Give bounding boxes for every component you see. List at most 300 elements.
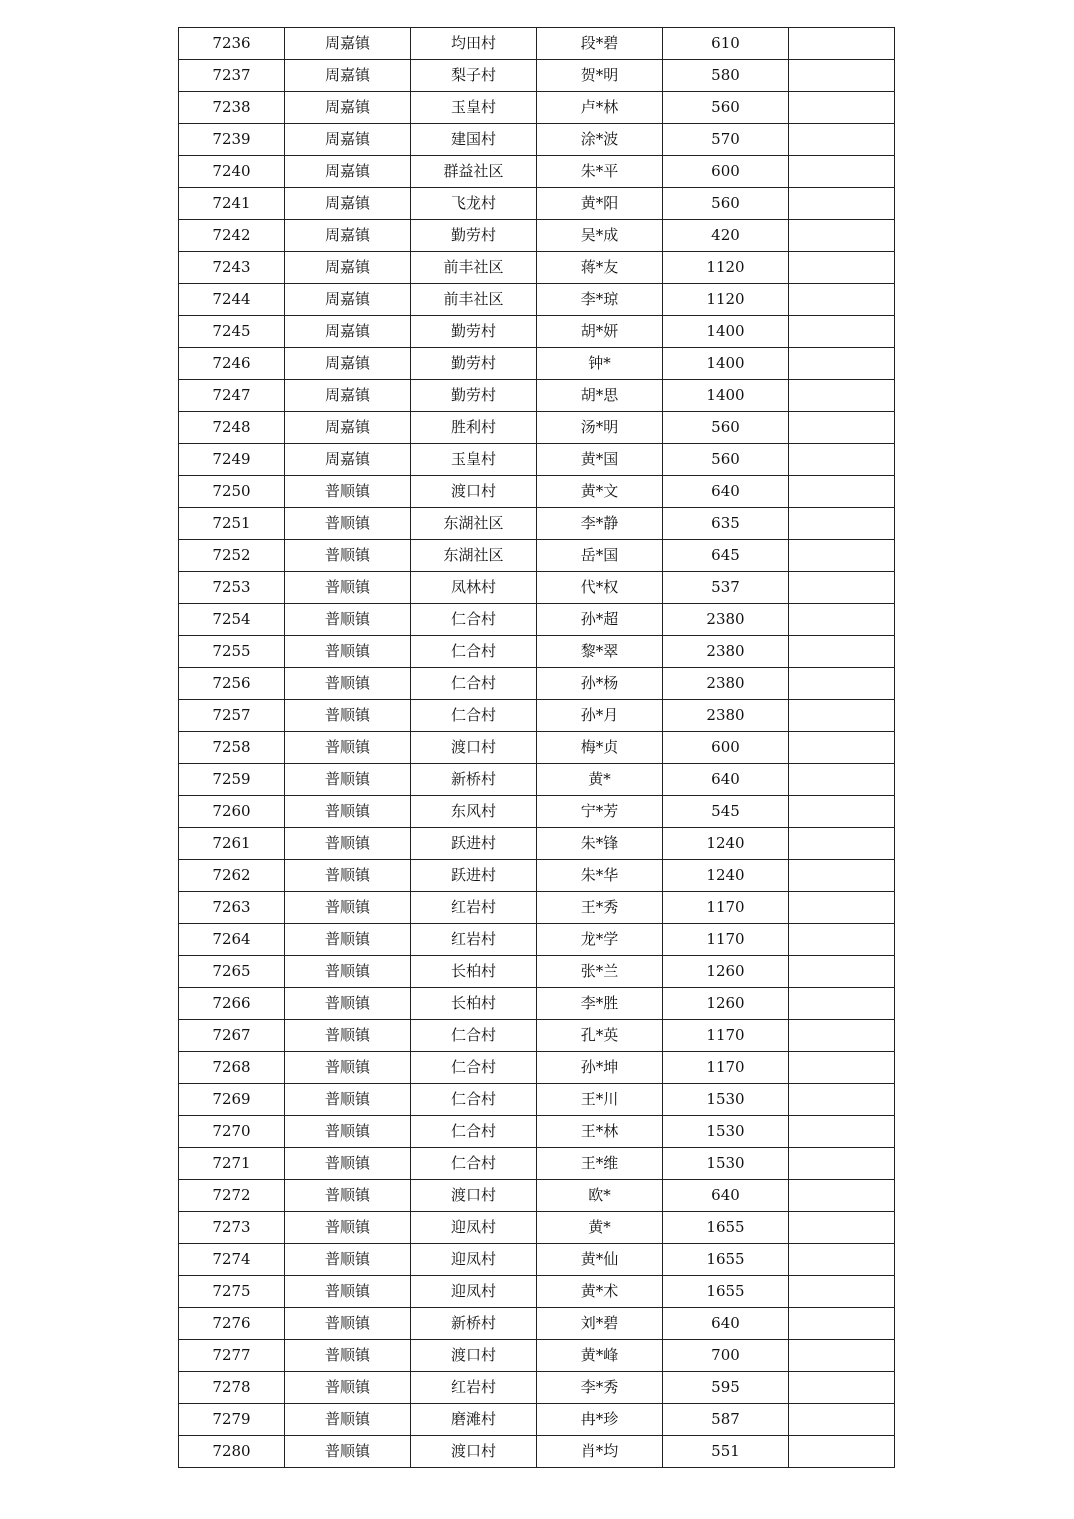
row-number-cell: 7257 xyxy=(179,700,285,732)
name-cell: 段*碧 xyxy=(537,28,663,60)
table-row xyxy=(179,476,895,508)
village-cell: 胜利村 xyxy=(411,412,537,444)
town-cell: 普顺镇 xyxy=(285,1212,411,1244)
village-cell: 群益社区 xyxy=(411,156,537,188)
village-cell: 均田村 xyxy=(411,28,537,60)
row-number-cell: 7239 xyxy=(179,124,285,156)
village-cell: 梨子村 xyxy=(411,60,537,92)
remark-cell xyxy=(789,1020,895,1052)
village-cell: 仁合村 xyxy=(411,668,537,700)
town-cell: 普顺镇 xyxy=(285,1116,411,1148)
table-row xyxy=(179,1052,895,1084)
town-cell: 普顺镇 xyxy=(285,1308,411,1340)
amount-cell: 1260 xyxy=(663,956,789,988)
remark-cell xyxy=(789,476,895,508)
name-cell: 黄*文 xyxy=(537,476,663,508)
town-cell: 周嘉镇 xyxy=(285,412,411,444)
name-cell: 黎*翠 xyxy=(537,636,663,668)
table-row xyxy=(179,572,895,604)
table-row xyxy=(179,220,895,252)
table-row xyxy=(179,508,895,540)
town-cell: 普顺镇 xyxy=(285,508,411,540)
amount-cell: 2380 xyxy=(663,636,789,668)
village-cell: 红岩村 xyxy=(411,924,537,956)
name-cell: 龙*学 xyxy=(537,924,663,956)
amount-cell: 537 xyxy=(663,572,789,604)
row-number-cell: 7260 xyxy=(179,796,285,828)
name-cell: 李*琼 xyxy=(537,284,663,316)
village-cell: 红岩村 xyxy=(411,892,537,924)
amount-cell: 1170 xyxy=(663,1020,789,1052)
town-cell: 普顺镇 xyxy=(285,1244,411,1276)
name-cell: 冉*珍 xyxy=(537,1404,663,1436)
table-row xyxy=(179,380,895,412)
name-cell: 黄*国 xyxy=(537,444,663,476)
village-cell: 仁合村 xyxy=(411,1052,537,1084)
amount-cell: 1400 xyxy=(663,380,789,412)
table-row xyxy=(179,956,895,988)
town-cell: 普顺镇 xyxy=(285,1436,411,1468)
town-cell: 周嘉镇 xyxy=(285,28,411,60)
amount-cell: 560 xyxy=(663,444,789,476)
amount-cell: 545 xyxy=(663,796,789,828)
table-row xyxy=(179,348,895,380)
name-cell: 王*林 xyxy=(537,1116,663,1148)
amount-cell: 640 xyxy=(663,1308,789,1340)
village-cell: 迎凤村 xyxy=(411,1276,537,1308)
name-cell: 黄* xyxy=(537,1212,663,1244)
village-cell: 迎凤村 xyxy=(411,1244,537,1276)
table-row xyxy=(179,1436,895,1468)
name-cell: 孔*英 xyxy=(537,1020,663,1052)
name-cell: 胡*思 xyxy=(537,380,663,412)
table-row xyxy=(179,92,895,124)
village-cell: 长柏村 xyxy=(411,956,537,988)
remark-cell xyxy=(789,252,895,284)
town-cell: 周嘉镇 xyxy=(285,348,411,380)
name-cell: 孙*月 xyxy=(537,700,663,732)
village-cell: 勤劳村 xyxy=(411,316,537,348)
row-number-cell: 7279 xyxy=(179,1404,285,1436)
town-cell: 普顺镇 xyxy=(285,540,411,572)
amount-cell: 1240 xyxy=(663,860,789,892)
remark-cell xyxy=(789,1180,895,1212)
village-cell: 凤林村 xyxy=(411,572,537,604)
name-cell: 钟* xyxy=(537,348,663,380)
table-row xyxy=(179,1084,895,1116)
town-cell: 普顺镇 xyxy=(285,860,411,892)
amount-cell: 645 xyxy=(663,540,789,572)
table-row xyxy=(179,124,895,156)
name-cell: 李*静 xyxy=(537,508,663,540)
town-cell: 普顺镇 xyxy=(285,732,411,764)
amount-cell: 551 xyxy=(663,1436,789,1468)
amount-cell: 1400 xyxy=(663,348,789,380)
row-number-cell: 7277 xyxy=(179,1340,285,1372)
name-cell: 胡*妍 xyxy=(537,316,663,348)
amount-cell: 560 xyxy=(663,412,789,444)
amount-cell: 570 xyxy=(663,124,789,156)
remark-cell xyxy=(789,156,895,188)
town-cell: 周嘉镇 xyxy=(285,92,411,124)
town-cell: 普顺镇 xyxy=(285,636,411,668)
table-row xyxy=(179,828,895,860)
amount-cell: 2380 xyxy=(663,700,789,732)
name-cell: 李*秀 xyxy=(537,1372,663,1404)
name-cell: 汤*明 xyxy=(537,412,663,444)
town-cell: 周嘉镇 xyxy=(285,444,411,476)
amount-cell: 635 xyxy=(663,508,789,540)
remark-cell xyxy=(789,732,895,764)
row-number-cell: 7246 xyxy=(179,348,285,380)
village-cell: 渡口村 xyxy=(411,1180,537,1212)
table-row xyxy=(179,732,895,764)
village-cell: 仁合村 xyxy=(411,1084,537,1116)
name-cell: 朱*锋 xyxy=(537,828,663,860)
row-number-cell: 7278 xyxy=(179,1372,285,1404)
town-cell: 普顺镇 xyxy=(285,988,411,1020)
name-cell: 黄*峰 xyxy=(537,1340,663,1372)
row-number-cell: 7248 xyxy=(179,412,285,444)
name-cell: 吴*成 xyxy=(537,220,663,252)
village-cell: 东风村 xyxy=(411,796,537,828)
town-cell: 普顺镇 xyxy=(285,668,411,700)
town-cell: 普顺镇 xyxy=(285,1084,411,1116)
town-cell: 周嘉镇 xyxy=(285,60,411,92)
row-number-cell: 7261 xyxy=(179,828,285,860)
town-cell: 周嘉镇 xyxy=(285,124,411,156)
name-cell: 卢*林 xyxy=(537,92,663,124)
remark-cell xyxy=(789,828,895,860)
row-number-cell: 7242 xyxy=(179,220,285,252)
remark-cell xyxy=(789,220,895,252)
table-row xyxy=(179,636,895,668)
amount-cell: 595 xyxy=(663,1372,789,1404)
row-number-cell: 7271 xyxy=(179,1148,285,1180)
table-row xyxy=(179,444,895,476)
table-row xyxy=(179,60,895,92)
remark-cell xyxy=(789,636,895,668)
village-cell: 渡口村 xyxy=(411,1340,537,1372)
row-number-cell: 7240 xyxy=(179,156,285,188)
table-row xyxy=(179,252,895,284)
remark-cell xyxy=(789,988,895,1020)
town-cell: 普顺镇 xyxy=(285,572,411,604)
remark-cell xyxy=(789,1244,895,1276)
amount-cell: 1170 xyxy=(663,1052,789,1084)
amount-cell: 1400 xyxy=(663,316,789,348)
remark-cell xyxy=(789,60,895,92)
table-row xyxy=(179,1308,895,1340)
village-cell: 渡口村 xyxy=(411,732,537,764)
remark-cell xyxy=(789,1340,895,1372)
table-row xyxy=(179,1020,895,1052)
village-cell: 新桥村 xyxy=(411,764,537,796)
village-cell: 新桥村 xyxy=(411,1308,537,1340)
table-row xyxy=(179,1148,895,1180)
amount-cell: 1170 xyxy=(663,892,789,924)
row-number-cell: 7267 xyxy=(179,1020,285,1052)
name-cell: 岳*国 xyxy=(537,540,663,572)
amount-cell: 1120 xyxy=(663,252,789,284)
row-number-cell: 7263 xyxy=(179,892,285,924)
remark-cell xyxy=(789,1148,895,1180)
row-number-cell: 7276 xyxy=(179,1308,285,1340)
amount-cell: 1530 xyxy=(663,1084,789,1116)
row-number-cell: 7241 xyxy=(179,188,285,220)
remark-cell xyxy=(789,764,895,796)
remark-cell xyxy=(789,1084,895,1116)
table-row xyxy=(179,412,895,444)
town-cell: 普顺镇 xyxy=(285,1052,411,1084)
town-cell: 普顺镇 xyxy=(285,924,411,956)
name-cell: 欧* xyxy=(537,1180,663,1212)
row-number-cell: 7272 xyxy=(179,1180,285,1212)
row-number-cell: 7259 xyxy=(179,764,285,796)
amount-cell: 560 xyxy=(663,188,789,220)
village-cell: 玉皇村 xyxy=(411,92,537,124)
village-cell: 仁合村 xyxy=(411,1116,537,1148)
remark-cell xyxy=(789,444,895,476)
remark-cell xyxy=(789,860,895,892)
amount-cell: 610 xyxy=(663,28,789,60)
remark-cell xyxy=(789,92,895,124)
name-cell: 宁*芳 xyxy=(537,796,663,828)
amount-cell: 700 xyxy=(663,1340,789,1372)
row-number-cell: 7262 xyxy=(179,860,285,892)
remark-cell xyxy=(789,28,895,60)
remark-cell xyxy=(789,956,895,988)
table-row xyxy=(179,892,895,924)
town-cell: 普顺镇 xyxy=(285,1180,411,1212)
town-cell: 普顺镇 xyxy=(285,892,411,924)
table-row xyxy=(179,700,895,732)
row-number-cell: 7280 xyxy=(179,1436,285,1468)
town-cell: 普顺镇 xyxy=(285,1340,411,1372)
row-number-cell: 7256 xyxy=(179,668,285,700)
amount-cell: 560 xyxy=(663,92,789,124)
name-cell: 孙*超 xyxy=(537,604,663,636)
town-cell: 周嘉镇 xyxy=(285,156,411,188)
amount-cell: 600 xyxy=(663,732,789,764)
table-row xyxy=(179,1340,895,1372)
table-row xyxy=(179,316,895,348)
data-table xyxy=(178,27,895,1468)
town-cell: 普顺镇 xyxy=(285,764,411,796)
town-cell: 普顺镇 xyxy=(285,828,411,860)
village-cell: 仁合村 xyxy=(411,636,537,668)
amount-cell: 1530 xyxy=(663,1148,789,1180)
village-cell: 前丰社区 xyxy=(411,284,537,316)
village-cell: 仁合村 xyxy=(411,1148,537,1180)
village-cell: 勤劳村 xyxy=(411,220,537,252)
remark-cell xyxy=(789,124,895,156)
remark-cell xyxy=(789,1052,895,1084)
town-cell: 周嘉镇 xyxy=(285,220,411,252)
amount-cell: 580 xyxy=(663,60,789,92)
table-row xyxy=(179,28,895,60)
town-cell: 周嘉镇 xyxy=(285,316,411,348)
town-cell: 周嘉镇 xyxy=(285,188,411,220)
table-row xyxy=(179,1244,895,1276)
remark-cell xyxy=(789,1116,895,1148)
row-number-cell: 7236 xyxy=(179,28,285,60)
table-row xyxy=(179,1212,895,1244)
row-number-cell: 7274 xyxy=(179,1244,285,1276)
village-cell: 长柏村 xyxy=(411,988,537,1020)
name-cell: 黄*术 xyxy=(537,1276,663,1308)
table-body xyxy=(179,28,895,1468)
table-row xyxy=(179,764,895,796)
remark-cell xyxy=(789,1308,895,1340)
amount-cell: 1120 xyxy=(663,284,789,316)
amount-cell: 1655 xyxy=(663,1212,789,1244)
remark-cell xyxy=(789,1436,895,1468)
table-row xyxy=(179,156,895,188)
amount-cell: 1170 xyxy=(663,924,789,956)
table-row xyxy=(179,796,895,828)
town-cell: 普顺镇 xyxy=(285,1276,411,1308)
remark-cell xyxy=(789,284,895,316)
amount-cell: 640 xyxy=(663,476,789,508)
village-cell: 仁合村 xyxy=(411,604,537,636)
name-cell: 孙*杨 xyxy=(537,668,663,700)
name-cell: 黄*仙 xyxy=(537,1244,663,1276)
village-cell: 磨滩村 xyxy=(411,1404,537,1436)
table-row xyxy=(179,1180,895,1212)
name-cell: 代*权 xyxy=(537,572,663,604)
row-number-cell: 7268 xyxy=(179,1052,285,1084)
name-cell: 刘*碧 xyxy=(537,1308,663,1340)
row-number-cell: 7237 xyxy=(179,60,285,92)
row-number-cell: 7253 xyxy=(179,572,285,604)
remark-cell xyxy=(789,380,895,412)
village-cell: 玉皇村 xyxy=(411,444,537,476)
remark-cell xyxy=(789,572,895,604)
table-row xyxy=(179,188,895,220)
town-cell: 普顺镇 xyxy=(285,1020,411,1052)
name-cell: 朱*华 xyxy=(537,860,663,892)
table-row xyxy=(179,1404,895,1436)
row-number-cell: 7244 xyxy=(179,284,285,316)
row-number-cell: 7258 xyxy=(179,732,285,764)
row-number-cell: 7245 xyxy=(179,316,285,348)
remark-cell xyxy=(789,924,895,956)
row-number-cell: 7254 xyxy=(179,604,285,636)
town-cell: 普顺镇 xyxy=(285,1404,411,1436)
town-cell: 周嘉镇 xyxy=(285,380,411,412)
row-number-cell: 7270 xyxy=(179,1116,285,1148)
town-cell: 普顺镇 xyxy=(285,476,411,508)
amount-cell: 640 xyxy=(663,1180,789,1212)
row-number-cell: 7269 xyxy=(179,1084,285,1116)
table-row xyxy=(179,860,895,892)
remark-cell xyxy=(789,892,895,924)
name-cell: 张*兰 xyxy=(537,956,663,988)
row-number-cell: 7247 xyxy=(179,380,285,412)
remark-cell xyxy=(789,604,895,636)
town-cell: 普顺镇 xyxy=(285,700,411,732)
remark-cell xyxy=(789,1372,895,1404)
remark-cell xyxy=(789,508,895,540)
town-cell: 周嘉镇 xyxy=(285,252,411,284)
name-cell: 涂*波 xyxy=(537,124,663,156)
row-number-cell: 7265 xyxy=(179,956,285,988)
amount-cell: 420 xyxy=(663,220,789,252)
row-number-cell: 7255 xyxy=(179,636,285,668)
remark-cell xyxy=(789,316,895,348)
remark-cell xyxy=(789,412,895,444)
town-cell: 周嘉镇 xyxy=(285,284,411,316)
row-number-cell: 7264 xyxy=(179,924,285,956)
table-row xyxy=(179,668,895,700)
amount-cell: 587 xyxy=(663,1404,789,1436)
village-cell: 勤劳村 xyxy=(411,348,537,380)
village-cell: 建国村 xyxy=(411,124,537,156)
table-row xyxy=(179,284,895,316)
town-cell: 普顺镇 xyxy=(285,796,411,828)
name-cell: 黄*阳 xyxy=(537,188,663,220)
name-cell: 黄* xyxy=(537,764,663,796)
amount-cell: 640 xyxy=(663,764,789,796)
name-cell: 王*维 xyxy=(537,1148,663,1180)
amount-cell: 2380 xyxy=(663,668,789,700)
name-cell: 梅*贞 xyxy=(537,732,663,764)
row-number-cell: 7266 xyxy=(179,988,285,1020)
row-number-cell: 7243 xyxy=(179,252,285,284)
table-row xyxy=(179,988,895,1020)
town-cell: 普顺镇 xyxy=(285,604,411,636)
table-row xyxy=(179,924,895,956)
table-row xyxy=(179,604,895,636)
remark-cell xyxy=(789,1404,895,1436)
table-row xyxy=(179,1116,895,1148)
village-cell: 仁合村 xyxy=(411,1020,537,1052)
name-cell: 蒋*友 xyxy=(537,252,663,284)
village-cell: 前丰社区 xyxy=(411,252,537,284)
remark-cell xyxy=(789,700,895,732)
village-cell: 渡口村 xyxy=(411,1436,537,1468)
amount-cell: 600 xyxy=(663,156,789,188)
town-cell: 普顺镇 xyxy=(285,956,411,988)
village-cell: 勤劳村 xyxy=(411,380,537,412)
amount-cell: 2380 xyxy=(663,604,789,636)
amount-cell: 1530 xyxy=(663,1116,789,1148)
name-cell: 朱*平 xyxy=(537,156,663,188)
town-cell: 普顺镇 xyxy=(285,1372,411,1404)
name-cell: 贺*明 xyxy=(537,60,663,92)
village-cell: 渡口村 xyxy=(411,476,537,508)
village-cell: 红岩村 xyxy=(411,1372,537,1404)
amount-cell: 1655 xyxy=(663,1276,789,1308)
town-cell: 普顺镇 xyxy=(285,1148,411,1180)
remark-cell xyxy=(789,796,895,828)
table-row xyxy=(179,1372,895,1404)
remark-cell xyxy=(789,668,895,700)
name-cell: 王*秀 xyxy=(537,892,663,924)
row-number-cell: 7238 xyxy=(179,92,285,124)
row-number-cell: 7251 xyxy=(179,508,285,540)
name-cell: 肖*均 xyxy=(537,1436,663,1468)
name-cell: 李*胜 xyxy=(537,988,663,1020)
village-cell: 东湖社区 xyxy=(411,508,537,540)
table-row xyxy=(179,540,895,572)
row-number-cell: 7275 xyxy=(179,1276,285,1308)
row-number-cell: 7273 xyxy=(179,1212,285,1244)
table-row xyxy=(179,1276,895,1308)
village-cell: 飞龙村 xyxy=(411,188,537,220)
row-number-cell: 7250 xyxy=(179,476,285,508)
